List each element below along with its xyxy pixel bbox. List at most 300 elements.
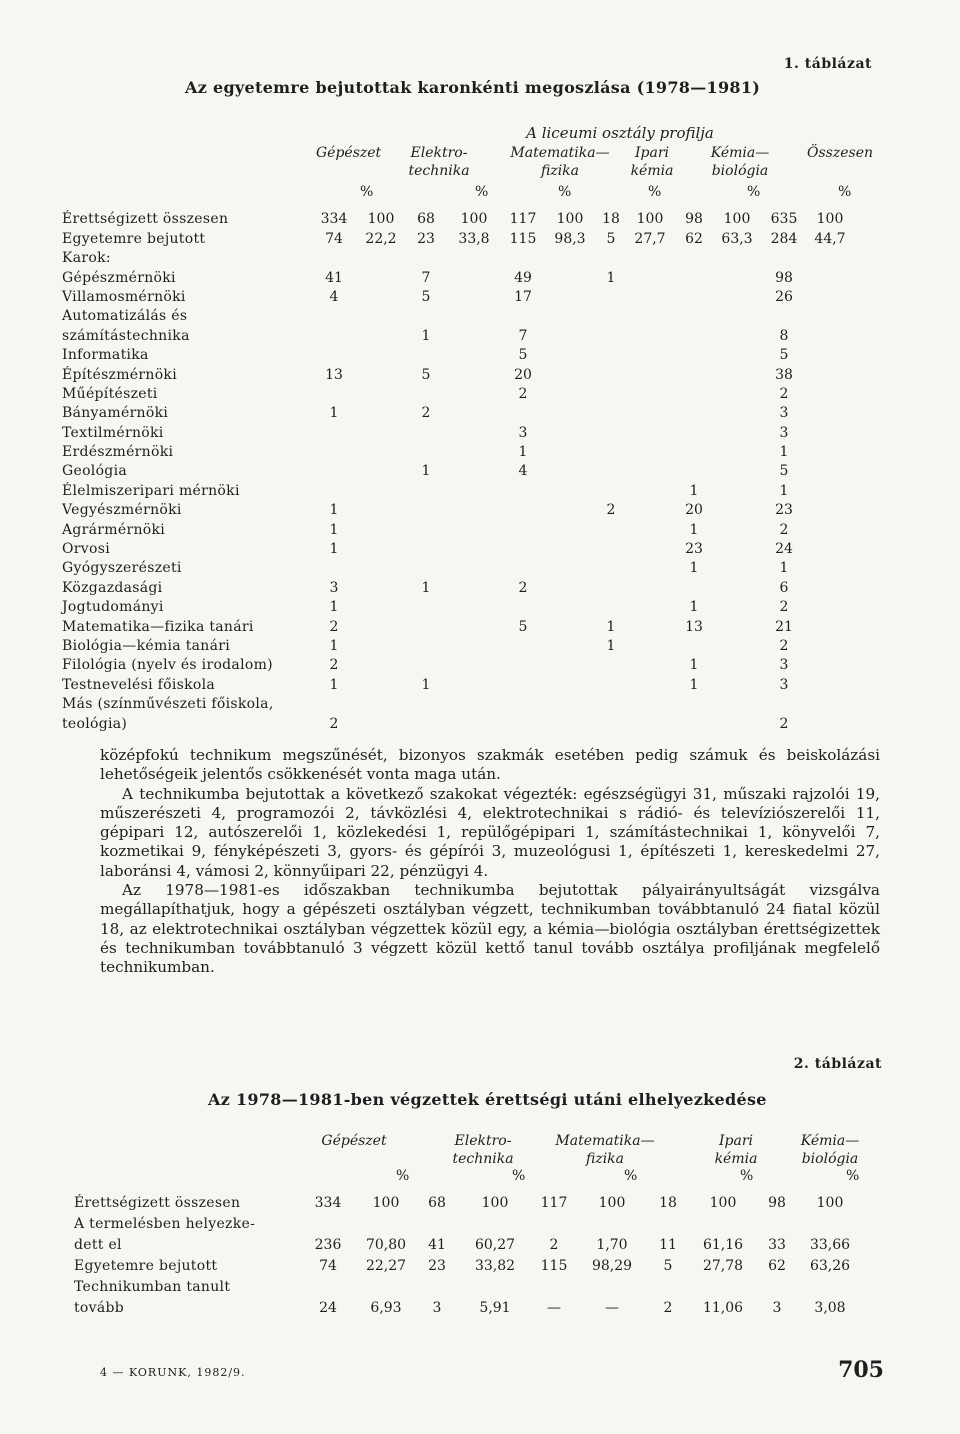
table-cell: 61,16 [702, 1237, 744, 1253]
table-cell: 1 [421, 327, 431, 344]
table-cell [714, 324, 760, 343]
table-cell: 1 [689, 599, 699, 616]
table-cell [502, 402, 544, 421]
table-cell [596, 557, 626, 576]
row-label: A termelésben helyezke- [74, 1216, 256, 1232]
table2 [74, 1190, 858, 1316]
table-cell [808, 538, 852, 557]
pct-sign: % [740, 1168, 754, 1184]
table-cell [544, 654, 596, 673]
table-cell: 2 [779, 521, 789, 538]
table-row [62, 635, 852, 654]
table-cell: 5 [663, 1258, 673, 1274]
table-cell: 1 [421, 579, 431, 596]
table-row [74, 1274, 858, 1295]
table-cell [714, 286, 760, 305]
table-cell: 33,82 [474, 1258, 516, 1274]
table-row [62, 499, 852, 518]
table-cell: 2 [663, 1300, 673, 1316]
table-cell [502, 305, 544, 324]
table-cell: 1 [779, 444, 789, 461]
table-cell [446, 363, 502, 382]
table-cell [356, 693, 406, 712]
table-cell [694, 1211, 752, 1232]
table-cell: 1 [518, 444, 528, 461]
table-row [62, 576, 852, 595]
table-cell [446, 615, 502, 634]
table-cell: 23 [428, 1258, 446, 1274]
table-cell [674, 266, 714, 285]
table-cell [446, 402, 502, 421]
table-cell [596, 576, 626, 595]
table-cell: 13 [685, 618, 703, 635]
table-cell [356, 499, 406, 518]
table-cell [582, 1274, 642, 1295]
table-cell [714, 402, 760, 421]
table-cell: 98 [685, 211, 703, 228]
table-cell [356, 557, 406, 576]
table-cell: 1 [779, 482, 789, 499]
table-cell [808, 615, 852, 634]
table-cell [674, 402, 714, 421]
table-cell: 3 [779, 676, 789, 693]
row-label: Műépítészeti [62, 385, 158, 402]
row-label: Biológia—kémia tanári [62, 637, 231, 654]
table-row [62, 460, 852, 479]
table-cell [544, 518, 596, 537]
table-row [62, 324, 852, 343]
table-cell [808, 693, 852, 712]
table-cell: 1 [689, 657, 699, 674]
table-row [62, 421, 852, 440]
table-cell [714, 576, 760, 595]
row-label: Jogtudományi [62, 599, 164, 616]
table-cell [544, 576, 596, 595]
table-cell: 635 [770, 211, 798, 228]
table-cell [446, 286, 502, 305]
table-cell [312, 247, 356, 266]
table-cell [808, 712, 852, 731]
table-cell [596, 286, 626, 305]
table-cell: 100 [598, 1195, 626, 1211]
table-cell [406, 247, 446, 266]
table-row [62, 693, 852, 712]
table-cell [544, 479, 596, 498]
table-cell: 1 [329, 521, 339, 538]
table-cell [406, 383, 446, 402]
table2-col-header: Elektro- technika [452, 1133, 514, 1167]
table-cell [714, 693, 760, 712]
table-cell [674, 635, 714, 654]
table-cell: 18 [602, 211, 620, 228]
table-cell [626, 615, 674, 634]
table-cell [544, 441, 596, 460]
table-cell: 1 [329, 676, 339, 693]
table-cell: 68 [428, 1195, 446, 1211]
row-label: Automatizálás és [62, 308, 188, 325]
table-cell [674, 286, 714, 305]
table-cell [446, 441, 502, 460]
pct-sign: % [396, 1168, 410, 1184]
table-cell: 5 [518, 618, 528, 635]
table-cell [626, 286, 674, 305]
row-label: Gyógyszerészeti [62, 560, 182, 577]
table-cell: 5 [421, 288, 431, 305]
table-cell [808, 499, 852, 518]
table-cell: 26 [775, 288, 793, 305]
table-cell [446, 712, 502, 731]
table-cell [808, 441, 852, 460]
table-cell [596, 654, 626, 673]
table-row [62, 479, 852, 498]
table-cell [356, 615, 406, 634]
table-cell [356, 324, 406, 343]
table-cell [544, 460, 596, 479]
table-cell: 5 [779, 347, 789, 364]
pct-sign: % [648, 184, 662, 200]
table-cell [502, 479, 544, 498]
table-cell [596, 421, 626, 440]
table-cell [642, 1274, 694, 1295]
table-cell [626, 596, 674, 615]
table2-title: Az 1978—1981-ben végzettek érettségi utáni elhelyezkedése [208, 1090, 767, 1109]
body-text [100, 746, 880, 978]
table-row [62, 344, 852, 363]
row-label: Vegyészmérnöki [62, 502, 182, 519]
table-cell [502, 673, 544, 692]
table-cell [714, 712, 760, 731]
table-cell [626, 305, 674, 324]
table-cell [626, 266, 674, 285]
table-cell [356, 538, 406, 557]
table-cell [446, 266, 502, 285]
table-cell [674, 693, 714, 712]
table-cell [544, 421, 596, 440]
row-label: Építészmérnöki [62, 366, 177, 383]
table-cell: 2 [779, 715, 789, 732]
table-cell [626, 363, 674, 382]
table-cell [446, 654, 502, 673]
table-cell [446, 247, 502, 266]
pct-sign: % [512, 1168, 526, 1184]
table-cell: 1 [689, 560, 699, 577]
table-cell [406, 499, 446, 518]
row-label: Erdészmérnöki [62, 444, 174, 461]
table-cell [356, 518, 406, 537]
table1-group-header: A liceumi osztály profilja [526, 124, 714, 142]
table-cell [356, 286, 406, 305]
table-row [62, 615, 852, 634]
table-cell [626, 712, 674, 731]
table-cell [596, 712, 626, 731]
table-cell: 49 [514, 269, 532, 286]
table-cell [714, 654, 760, 673]
table-cell [406, 518, 446, 537]
table-cell [714, 596, 760, 615]
table-cell [808, 286, 852, 305]
table-cell: 334 [314, 1195, 342, 1211]
table-cell [596, 460, 626, 479]
table1-label: 1. táblázat [783, 56, 872, 72]
table-cell: 22,27 [365, 1258, 407, 1274]
table-cell [312, 460, 356, 479]
table-cell: 21 [775, 618, 793, 635]
table-cell [626, 344, 674, 363]
table-cell: 100 [367, 211, 395, 228]
table-cell [674, 441, 714, 460]
table-cell: 33,66 [809, 1237, 851, 1253]
table-cell: 2 [779, 637, 789, 654]
table-cell: 100 [481, 1195, 509, 1211]
table1-col-header: Ipari kémia [630, 145, 674, 179]
table-cell [714, 518, 760, 537]
table-cell: 62 [685, 230, 703, 247]
table-cell [312, 344, 356, 363]
table-cell: 18 [659, 1195, 677, 1211]
table-cell [760, 247, 808, 266]
table-row [62, 712, 852, 731]
table-cell [674, 421, 714, 440]
table-cell [502, 247, 544, 266]
table-cell [356, 305, 406, 324]
table-row [62, 402, 852, 421]
table-cell [626, 538, 674, 557]
table-cell: — [605, 1300, 619, 1316]
table-cell: 62 [768, 1258, 786, 1274]
table-cell [626, 479, 674, 498]
table-cell [406, 421, 446, 440]
table-cell [808, 673, 852, 692]
table-cell: — [547, 1300, 561, 1316]
table-cell [674, 460, 714, 479]
table-cell [446, 693, 502, 712]
table-cell [596, 479, 626, 498]
table-cell [596, 305, 626, 324]
table-cell [674, 363, 714, 382]
table-cell [808, 247, 852, 266]
row-label: számítástechnika [62, 327, 190, 344]
table-cell [596, 344, 626, 363]
table-cell: 2 [779, 385, 789, 402]
table-cell [626, 247, 674, 266]
table-cell [626, 576, 674, 595]
table-cell [294, 1274, 362, 1295]
row-label: Agrármérnöki [62, 521, 166, 538]
table-cell: 100 [709, 1195, 737, 1211]
table1-col-header: Kémia— biológia [710, 145, 770, 179]
table-cell: 100 [372, 1195, 400, 1211]
table-row [62, 441, 852, 460]
table-cell [356, 673, 406, 692]
table-cell [544, 305, 596, 324]
table-cell: 6,93 [370, 1300, 402, 1316]
table1-col-header: Gépészet [316, 145, 382, 161]
table-cell: 98,3 [554, 230, 586, 247]
table-cell [544, 673, 596, 692]
table-cell: 68 [417, 211, 435, 228]
table-row [62, 286, 852, 305]
table-cell: 5 [518, 347, 528, 364]
row-label: teológia) [62, 715, 128, 732]
paragraph: A technikumba bejutottak a következő szakokat végezték: egészségügyi 31, műszaki rajzolói 19, műszerészeti 4, programozói 2, távközlési 4, elektrotechnikai s rádió- és televíziószerelői 11, gépipari 12, autószerelői 1, közlekedési 1, repülőgépipari 1, számítástechnikai 1, könyvelői 7, kozmetikai 9, fényképészeti 3, gyors- és gépírói 3, muzeológusi 1, építészeti 1, kereskedelmi 27, laboránsi 4, vámosi 2, könnyűipari 22, pénzügyi 4. [100, 784, 880, 880]
table-cell [312, 383, 356, 402]
table-cell: 23 [685, 541, 703, 558]
table-cell [410, 1274, 464, 1295]
table-cell [406, 538, 446, 557]
table-cell [808, 654, 852, 673]
table-cell [596, 247, 626, 266]
table-cell [626, 693, 674, 712]
table-cell: 117 [540, 1195, 568, 1211]
table-cell [544, 324, 596, 343]
row-label: Más (színművészeti főiskola, [62, 696, 274, 713]
table-cell [406, 344, 446, 363]
table-cell [714, 538, 760, 557]
table-cell [356, 654, 406, 673]
table-cell [446, 344, 502, 363]
table-cell [312, 693, 356, 712]
table-cell: 2 [421, 405, 431, 422]
row-label: Gépészmérnöki [62, 269, 176, 286]
table-row [62, 518, 852, 537]
table-cell [626, 324, 674, 343]
table-cell [626, 518, 674, 537]
row-label: Érettségizett összesen [74, 1195, 241, 1211]
table-cell [406, 305, 446, 324]
table-cell: 1 [329, 541, 339, 558]
table-cell: 1 [689, 521, 699, 538]
table-cell [808, 344, 852, 363]
table-cell [674, 324, 714, 343]
table-cell: 4 [329, 288, 339, 305]
table-cell [808, 479, 852, 498]
pct-sign: % [360, 184, 374, 200]
table-cell [596, 324, 626, 343]
table-cell [714, 441, 760, 460]
row-label: dett el [74, 1237, 122, 1253]
table-cell [596, 693, 626, 712]
row-label: Matematika—fizika tanári [62, 618, 254, 635]
table-cell [356, 635, 406, 654]
table-cell [544, 635, 596, 654]
table-cell: 3 [518, 424, 528, 441]
table-cell: 44,7 [814, 230, 846, 247]
table-cell: 100 [816, 1195, 844, 1211]
table2-col-header: Matematika— fizika [555, 1133, 655, 1167]
table-cell: 1 [606, 637, 616, 654]
row-label: Karok: [62, 250, 111, 267]
table-cell [808, 576, 852, 595]
paragraph: Az 1978—1981-es időszakban technikumba bejutottak pályairányultságát vizsgálva megállapíthatjuk, hogy a gépészeti osztályban végzett, technikumban továbbtanuló 24 fiatal közül 18, az elektrotechnikai osztályban végzettek közül egy, a kémia—biológia osztályban érettségizettek és technikumban továbbtanuló 3 végzett közül kettő tanul tovább osztálya profiljának megfelelő technikumban. [100, 881, 880, 977]
table-cell [446, 538, 502, 557]
table-cell [406, 615, 446, 634]
table-cell: 2 [329, 657, 339, 674]
table-cell: 117 [509, 211, 537, 228]
row-label: Egyetemre bejutott [74, 1258, 218, 1274]
table-cell [356, 402, 406, 421]
table-cell [446, 557, 502, 576]
table-row [62, 247, 852, 266]
table-cell [674, 576, 714, 595]
table-cell [544, 363, 596, 382]
table-cell [544, 538, 596, 557]
table-cell [714, 615, 760, 634]
table-cell: 20 [514, 366, 532, 383]
table-cell [526, 1211, 582, 1232]
table-cell [544, 383, 596, 402]
table-cell: 6 [779, 579, 789, 596]
table-cell [626, 402, 674, 421]
table-cell: 100 [816, 211, 844, 228]
table-cell: 2 [329, 618, 339, 635]
table-cell [544, 247, 596, 266]
table-cell [446, 460, 502, 479]
table-cell [808, 383, 852, 402]
table-cell [312, 305, 356, 324]
table-cell [674, 305, 714, 324]
table-cell: 100 [556, 211, 584, 228]
table-cell [356, 576, 406, 595]
table-cell [802, 1274, 858, 1295]
table-cell [596, 402, 626, 421]
table-cell [446, 479, 502, 498]
row-label: Filológia (nyelv és irodalom) [62, 657, 273, 674]
table-cell: 38 [775, 366, 793, 383]
table-cell [362, 1274, 410, 1295]
table-row [62, 654, 852, 673]
table-cell [674, 712, 714, 731]
table-cell: 2 [779, 599, 789, 616]
table-cell [808, 305, 852, 324]
table-cell: 33 [768, 1237, 786, 1253]
table2-col-header: Ipari kémia [714, 1133, 758, 1167]
table-cell [714, 460, 760, 479]
table-cell: 1 [329, 637, 339, 654]
table-cell: 3 [772, 1300, 782, 1316]
table-cell: 100 [723, 211, 751, 228]
table-cell: 98 [768, 1195, 786, 1211]
table-cell [714, 673, 760, 692]
table-cell [544, 596, 596, 615]
table-cell: 3 [779, 657, 789, 674]
table-cell [312, 421, 356, 440]
table-cell [808, 363, 852, 382]
table-row [62, 596, 852, 615]
table-cell [544, 286, 596, 305]
pct-sign: % [558, 184, 572, 200]
table-cell: 115 [509, 230, 537, 247]
table-cell: 41 [325, 269, 343, 286]
table-cell: 63,3 [721, 230, 753, 247]
table-cell [446, 576, 502, 595]
table-cell [406, 654, 446, 673]
table-cell: 1 [779, 560, 789, 577]
table1-body [62, 208, 852, 732]
table2-col-header: Kémia— biológia [800, 1133, 860, 1167]
table-cell [596, 596, 626, 615]
table-cell: 1 [421, 676, 431, 693]
table-cell [446, 499, 502, 518]
table-cell: 33,8 [458, 230, 490, 247]
row-label: Érettségizett összesen [62, 211, 229, 228]
table-cell [406, 441, 446, 460]
table-cell [544, 402, 596, 421]
table-cell: 2 [329, 715, 339, 732]
pct-sign: % [624, 1168, 638, 1184]
table-cell [502, 712, 544, 731]
table-cell [446, 421, 502, 440]
table-cell [446, 635, 502, 654]
